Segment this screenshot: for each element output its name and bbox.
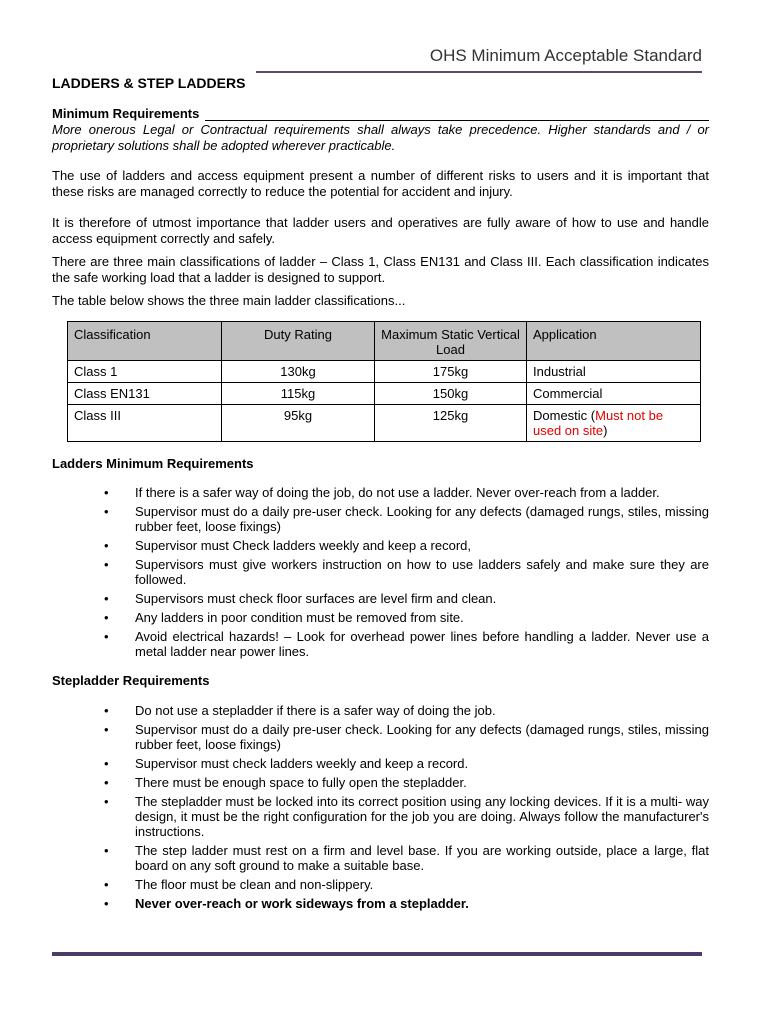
- list-item-text: Any ladders in poor condition must be removed from site.: [135, 610, 464, 625]
- list-item-text: There must be enough space to fully open the stepladder.: [135, 774, 467, 790]
- header-max-load: Maximum Static Vertical Load: [375, 321, 527, 360]
- bullet-icon: •: [104, 876, 109, 892]
- min-req-underline: [205, 109, 709, 121]
- classification-table-wrap: [67, 321, 701, 442]
- cell-duty-rating: 115kg: [222, 382, 375, 404]
- list-item-text: Supervisor must Check ladders weekly and keep a record,: [135, 538, 471, 553]
- classification-table: [67, 321, 701, 442]
- list-item-text: The step ladder must rest on a firm and level base. If you are working outside, place a large, flat board on any soft ground to make a suitable base.: [135, 842, 709, 873]
- list-item-text: The stepladder must be locked into its correct position using any locking devices. If it is a multi- way design, it must be the right configuration for the job you are doing. Always follow the manufacturer's instructions.: [135, 793, 709, 839]
- bullet-icon: •: [104, 538, 109, 553]
- header-duty-rating: Duty Rating: [222, 321, 375, 360]
- cell-duty-rating: 130kg: [222, 360, 375, 382]
- document-title: LADDERS & STEP LADDERS: [52, 75, 246, 91]
- cell-application: Industrial: [527, 360, 701, 382]
- list-item-text: The floor must be clean and non-slippery.: [135, 876, 374, 892]
- intro-paragraph-1: The use of ladders and access equipment present a number of different risks to users and it is important that these risks are managed correctly to reduce the potential for accident and injury.: [52, 168, 709, 199]
- cell-classification: Class III: [68, 404, 222, 441]
- min-req-heading-row: [52, 106, 709, 122]
- cell-max-load: 125kg: [375, 404, 527, 441]
- intro-paragraph-4: The table below shows the three main ladder classifications...: [52, 293, 406, 308]
- bullet-icon: •: [104, 702, 109, 718]
- list-item: [52, 591, 709, 606]
- cell-classification: Class 1: [68, 360, 222, 382]
- cell-classification: Class EN131: [68, 382, 222, 404]
- list-item-text: If there is a safer way of doing the job, do not use a ladder. Never over-reach from a ladder.: [135, 485, 660, 500]
- precedence-note: More onerous Legal or Contractual requirements shall always take precedence. Higher standards and / or proprietary solutions shall be adopted wherever practicable.: [52, 122, 709, 153]
- stepladder-requirements-heading: Stepladder Requirements: [52, 673, 210, 688]
- bullet-icon: •: [104, 895, 109, 911]
- cell-application: Commercial: [527, 382, 701, 404]
- bullet-icon: •: [104, 610, 109, 625]
- list-item: [52, 485, 709, 500]
- table-row: [68, 382, 701, 404]
- header-application: Application: [527, 321, 701, 360]
- list-item: [52, 504, 709, 534]
- closing-paren: ): [603, 422, 608, 438]
- bullet-icon: •: [104, 504, 109, 519]
- intro-paragraph-2: It is therefore of utmost importance that ladder users and operatives are fully aware of how to use and handle access equipment correctly and safely.: [52, 215, 709, 246]
- bullet-icon: •: [104, 842, 109, 858]
- not-on-site-warning: Must not be used on site: [533, 407, 664, 438]
- min-req-heading: Minimum Requirements: [52, 105, 200, 121]
- list-item: [52, 610, 709, 625]
- list-item-text: Supervisors must give workers instruction on how to use ladders safely and make sure they are followed.: [135, 557, 709, 587]
- ladders-requirements-heading: Ladders Minimum Requirements: [52, 455, 254, 471]
- list-item-text: Supervisor must do a daily pre-user check. Looking for any defects (damaged rungs, stiles, missing rubber feet, loose fixings): [135, 504, 709, 534]
- list-item: [52, 756, 709, 771]
- bullet-icon: •: [104, 793, 109, 809]
- header-classification: Classification: [68, 321, 222, 360]
- cell-max-load: 175kg: [375, 360, 527, 382]
- bullet-icon: •: [104, 755, 109, 771]
- header-title: OHS Minimum Acceptable Standard: [429, 46, 702, 65]
- list-item-text: Avoid electrical hazards! – Look for overhead power lines before handling a ladder. Never use a metal ladder near power lines.: [135, 629, 709, 659]
- header-rule: [256, 71, 702, 73]
- cell-duty-rating: 95kg: [222, 404, 375, 441]
- bullet-icon: •: [104, 557, 109, 572]
- intro-paragraph-3: There are three main classifications of ladder – Class 1, Class EN131 and Class III. Each classification indicates the safe working load that a ladder is designed to support.: [52, 254, 709, 285]
- footer-rule: [52, 952, 702, 956]
- bullet-icon: •: [104, 721, 109, 737]
- ladders-requirements-list: [52, 485, 709, 659]
- list-item: [52, 896, 709, 911]
- table-header-row: [68, 321, 701, 360]
- list-item: [52, 775, 709, 790]
- bullet-icon: •: [104, 485, 109, 500]
- bullet-icon: •: [104, 774, 109, 790]
- document-body: [52, 76, 709, 915]
- list-item-text: Do not use a stepladder if there is a safer way of doing the job.: [135, 702, 496, 718]
- cell-max-load: 150kg: [375, 382, 527, 404]
- bullet-icon: •: [104, 591, 109, 606]
- list-item: [52, 703, 709, 718]
- table-row: [68, 404, 701, 441]
- list-item: [52, 794, 709, 839]
- domestic-label: Domestic (: [533, 407, 596, 423]
- cell-application-domestic: [527, 404, 701, 441]
- list-item: [52, 722, 709, 752]
- bullet-icon: •: [104, 629, 109, 644]
- list-item: [52, 843, 709, 873]
- table-row: [68, 360, 701, 382]
- list-item: [52, 877, 709, 892]
- list-item-text: Supervisors must check floor surfaces are level firm and clean.: [135, 591, 497, 606]
- list-item: [52, 557, 709, 587]
- list-item-text: Supervisor must check ladders weekly and keep a record.: [135, 755, 469, 771]
- list-item-text: Never over-reach or work sideways from a stepladder.: [135, 895, 469, 911]
- list-item: [52, 629, 709, 659]
- list-item: [52, 538, 709, 553]
- list-item-text: Supervisor must do a daily pre-user check. Looking for any defects (damaged rungs, stiles, missing rubber feet, loose fixings): [135, 721, 709, 752]
- stepladder-requirements-list: [52, 703, 709, 911]
